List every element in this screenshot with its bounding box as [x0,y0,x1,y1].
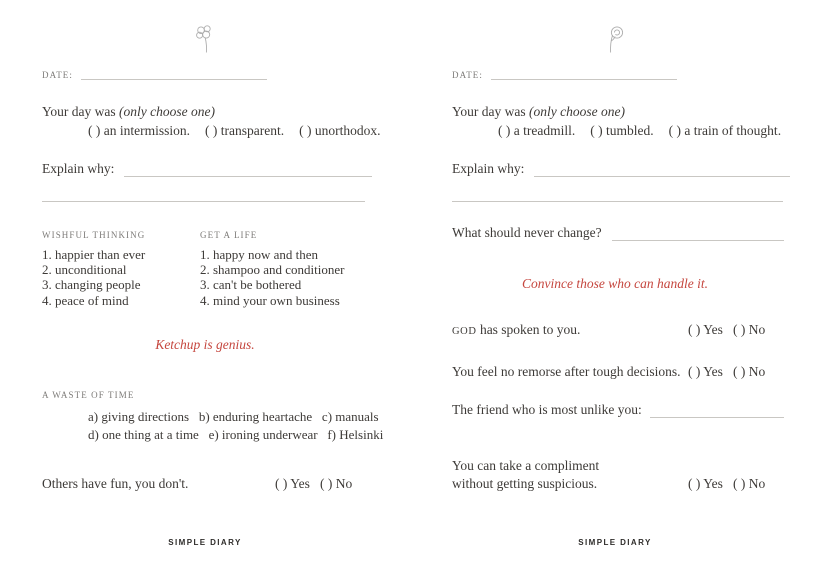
friend-unlike-row [452,402,784,418]
list-item: 2. unconditional [42,262,127,278]
never-change-label: What should never change? [452,225,602,240]
explain-why-input-line[interactable] [124,165,372,177]
list-item: 4. peace of mind [42,292,129,308]
date-label: DATE: [452,70,483,80]
list-item: 2. shampoo and conditioner [200,262,345,278]
day-option-train-of-thought[interactable]: ( ) a train of thought. [668,123,782,138]
others-have-fun-row [42,476,370,492]
explain-why-row [42,161,372,177]
yes-checkbox[interactable]: ( ) Yes [688,364,723,379]
clover-flower-icon [193,24,217,61]
red-aphorism: Ketchup is genius. [155,337,255,352]
day-prompt-note: (only choose one) [119,104,215,119]
list-item: 3. changing people [42,277,141,293]
day-prompt [42,104,215,120]
compliment-yesno-row [452,476,780,492]
friend-unlike-label: The friend who is most unlike you: [452,402,642,417]
god-smallcaps: GOD [452,326,477,337]
no-checkbox[interactable]: ( ) No [733,364,766,379]
list-wishful-thinking [42,230,212,308]
day-prompt [452,104,625,120]
compliment-line: without getting suspicious. [452,475,598,491]
compliment-line: You can take a compliment [452,458,600,473]
date-input-line[interactable] [81,68,267,80]
list-get-a-life [200,230,370,308]
date-input-line[interactable] [491,68,677,80]
day-option-transparent[interactable]: ( ) transparent. [204,123,285,138]
yesno-statement: You feel no remorse after tough decisions. [452,364,681,379]
date-row [42,68,267,80]
list-item: 4. mind your own business [200,292,340,308]
day-prompt-text: Your day was [452,104,530,119]
explain-why-input-line[interactable] [534,165,790,177]
day-option-treadmill[interactable]: ( ) a treadmill. [498,123,576,138]
date-row [452,68,677,80]
diary-page-right [410,0,820,583]
day-option-unorthodox[interactable]: ( ) unorthodox. [299,123,381,138]
yes-checkbox[interactable]: ( ) Yes [688,476,723,491]
explain-why-row [452,161,790,177]
explain-why-label: Explain why: [452,161,525,176]
no-checkbox[interactable]: ( ) No [733,476,766,491]
friend-unlike-input-line[interactable] [650,406,784,418]
never-change-row [452,225,784,241]
explain-why-input-line-2[interactable] [42,190,365,202]
yesno-statement: Others have fun, you don't. [42,476,189,491]
no-checkbox[interactable]: ( ) No [733,322,766,337]
god-spoken-row [452,322,780,338]
yes-checkbox[interactable]: ( ) Yes [275,476,310,491]
explain-why-label: Explain why: [42,161,115,176]
waste-options-line: a) giving directions b) enduring heartache c) manuals [88,409,379,424]
remorse-row [452,364,780,380]
no-checkbox[interactable]: ( ) No [320,476,353,491]
rose-flower-icon [604,24,626,63]
list-item: 1. happier than ever [42,247,146,262]
yesno-statement [452,322,580,338]
day-option-intermission[interactable]: ( ) an intermission. [88,123,190,138]
red-aphorism: Convince those who can handle it. [522,276,708,291]
day-prompt-note: (only choose one) [529,104,625,119]
list-heading: WISHFUL THINKING [42,230,146,240]
statement-rest: has spoken to you. [476,322,581,337]
day-prompt-text: Your day was [42,104,120,119]
explain-why-input-line-2[interactable] [452,190,783,202]
day-option-tumbled[interactable]: ( ) tumbled. [590,123,654,138]
never-change-input-line[interactable] [612,229,784,241]
list-heading: GET A LIFE [200,230,258,240]
yes-checkbox[interactable]: ( ) Yes [688,322,723,337]
list-item: 3. can't be bothered [200,277,302,293]
footer-brand: SIMPLE DIARY [578,538,652,547]
day-options [498,123,781,139]
date-label: DATE: [42,70,73,80]
footer-brand: SIMPLE DIARY [168,538,242,547]
waste-of-time-heading: A WASTE OF TIME [42,390,135,400]
day-options [88,123,380,139]
waste-of-time-options [88,408,383,443]
waste-options-line: d) one thing at a time e) ironing underwear f) Helsinki [88,426,384,442]
list-item: 1. happy now and then [200,247,319,262]
